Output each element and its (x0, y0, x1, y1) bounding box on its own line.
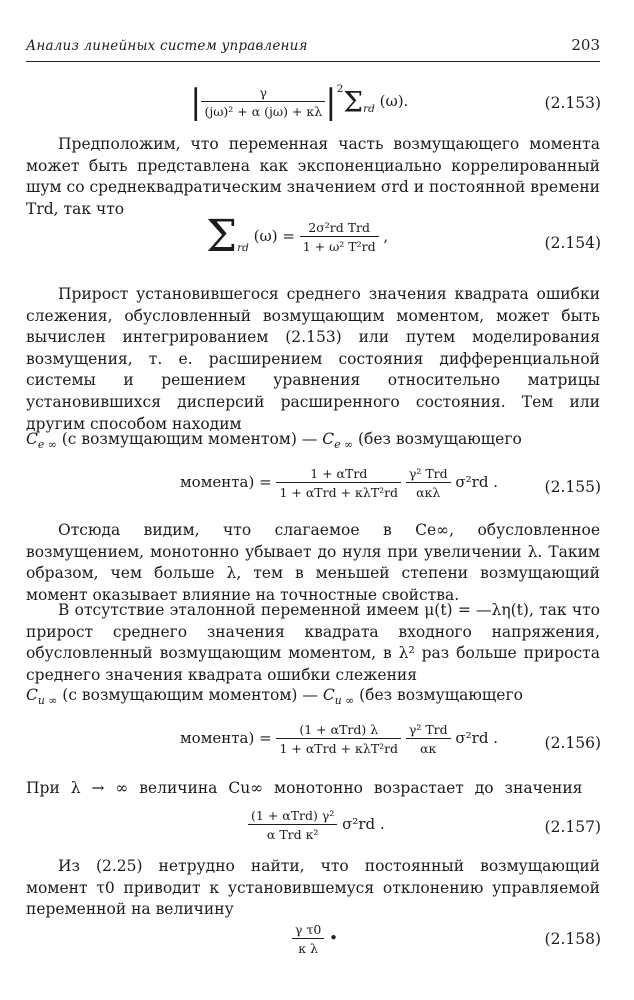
eq156-frac1-den: 1 + αTrd + κλT²rd (279, 741, 399, 756)
eq153-numerator: γ (201, 85, 325, 102)
header-rule (26, 61, 600, 62)
eq154-denominator: 1 + ω² T²rd (302, 239, 376, 254)
eq155-fraction-2 (406, 466, 451, 500)
equation-2-156-line-1: $C_{u \infty}$ (с возмущающим моментом) — $C_{u \infty}$ (без возмущающего (26, 686, 523, 708)
page-number: 203 (571, 36, 600, 54)
eq155-frac2-den: ακλ (416, 485, 441, 500)
eq155-tail: σ²rd . (455, 473, 498, 491)
eq153-tail: (ω). (379, 92, 409, 110)
equation-2-156-line-2 (180, 722, 498, 756)
eq158-fraction (292, 922, 324, 956)
sum-symbol-large: Σ (206, 211, 238, 262)
eq156-frac2-den: ακ (420, 741, 437, 756)
eq156-line1-right: (без возмущающего (359, 686, 523, 704)
eq157-denominator: α Trd κ² (266, 827, 319, 842)
equation-number-2-157: (2.157) (544, 818, 601, 836)
eq157-tail: σ²rd . (342, 815, 385, 833)
equation-number-2-153: (2.153) (544, 94, 601, 112)
eq157-fraction (248, 808, 337, 842)
eq156-tail: σ²rd . (455, 729, 498, 747)
paragraph-5: При λ → ∞ величина Cu∞ монотонно возрастает до значения (26, 779, 583, 797)
eq156-frac2-num: γ² Trd (406, 722, 451, 739)
equation-2-155-line-2 (180, 466, 498, 500)
eq155-line1-left: (с возмущающим моментом) — (61, 430, 318, 448)
paragraph-2: Прирост установившегося среднего значения квадрата ошибки слежения, обусловленный возмущающим моментом, может быть вычислен интегрированием (2.153) или путем моделирования возмущения, т. е. расширением состояния дифференциальной системы и решением уравнения относительно матрицы установившихся дисперсий расширенного состояния. Тем или другим способом находим (26, 285, 600, 433)
eq154-numerator: 2σ²rd Trd (300, 220, 379, 237)
running-title: Анализ линейных систем управления (26, 38, 308, 54)
equation-number-2-156: (2.156) (544, 734, 601, 752)
paragraph-3: Отсюда видим, что слагаемое в Ce∞, обусловленное возмущением, монотонно убывает до нуля при увеличении λ. Таким образом, чем больше λ, тем в меньшей степени возмущающий момент оказывает влияние на точностные свойства. (26, 521, 600, 604)
eq156-frac1-num: (1 + αTrd) λ (276, 722, 401, 739)
eq156-line1-left: (с возмущающим моментом) — (62, 686, 318, 704)
equation-number-2-155: (2.155) (544, 478, 601, 496)
page-header (26, 36, 600, 60)
sum-symbol: Σ (343, 85, 364, 119)
eq155-frac1-num: 1 + αTrd (276, 466, 401, 483)
eq158-numerator: γ τ0 (292, 922, 324, 939)
paragraph-4: В отсутствие эталонной переменной имеем μ(t) = —λη(t), так что прирост среднего значения квадрата входного напряжения, обусловленный возмущающим моментом, в λ² раз больше прироста среднего значения квадрата ошибки слежения (26, 601, 600, 684)
eq156-fraction-2 (406, 722, 451, 756)
equation-2-157 (248, 808, 385, 842)
eq153-denominator: (jω)² + α (jω) + κλ (204, 104, 323, 119)
paragraph-6: Из (2.25) нетрудно найти, что постоянный возмущающий момент τ0 приводит к установившемуся отклонению управляемой переменной на величину (26, 857, 600, 919)
eq155-line1-right: (без возмущающего (357, 430, 522, 448)
eq158-denominator: κ λ (298, 941, 319, 956)
eq155-fraction-1 (276, 466, 401, 500)
eq154-fraction (300, 220, 379, 254)
eq157-numerator: (1 + αTrd) γ² (248, 808, 337, 825)
eq155-frac1-den: 1 + αTrd + κλT²rd (279, 485, 399, 500)
eq155-prefix: момента) = (180, 473, 272, 491)
equation-number-2-154: (2.154) (544, 234, 601, 252)
equation-number-2-158: (2.158) (544, 930, 601, 948)
equation-2-153: | $\frac{\gamma}{\text{(jω)² + α (jω) + κλ}}$ $|^2\Sigma_{rd}$ (ω). (190, 82, 409, 122)
eq156-prefix: момента) = (180, 729, 272, 747)
equation-2-154: $\Sigma_{rd}$ (ω) = $\frac{\text{2σ²rd Trd}}{\text{1 + ω² T²rd}}$ , (206, 211, 389, 262)
eq154-tail: , (383, 227, 389, 245)
eq156-fraction-1 (276, 722, 401, 756)
paragraph-1: Предположим, что переменная часть возмущающего момента может быть представлена как экспоненциально коррелированный шум со среднеквадратическим значением σrd и постоянной времени Trd, так что (26, 135, 600, 218)
eq158-tail: • (329, 929, 338, 947)
eq155-frac2-num: γ² Trd (406, 466, 451, 483)
equation-2-158 (292, 922, 338, 956)
eq153-fraction (201, 85, 325, 119)
eq154-lhs: (ω) = (253, 227, 295, 245)
equation-2-155-line-1: $C_{e \infty}$ (с возмущающим моментом) — $C_{e \infty}$ (без возмущающего (26, 430, 522, 452)
